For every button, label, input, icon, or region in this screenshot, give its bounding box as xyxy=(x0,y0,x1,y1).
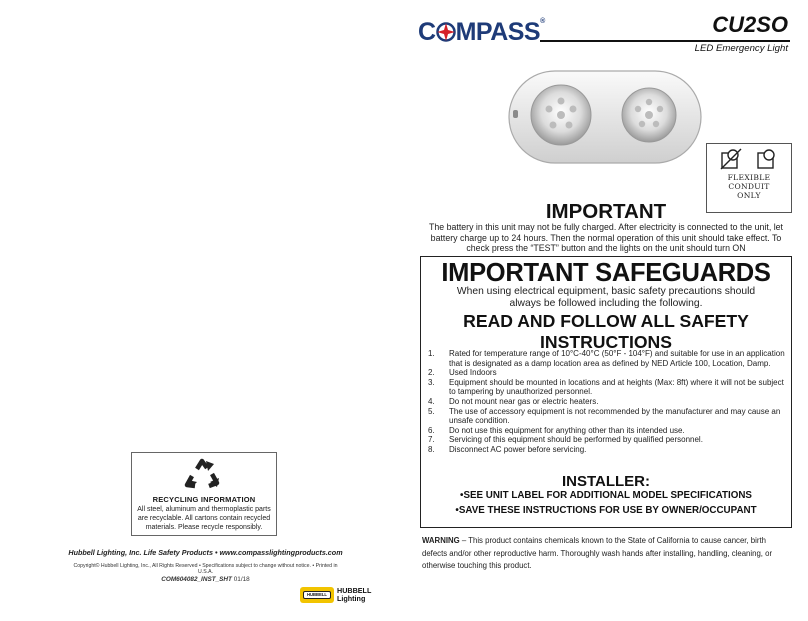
hubbell-lighting: Lighting xyxy=(337,594,366,603)
safety-rules-list xyxy=(428,349,788,455)
model-number: CU2SO xyxy=(712,12,788,37)
flex-conduit-icon xyxy=(756,148,778,170)
hubbell-badge-text: HUBBELL xyxy=(303,591,331,599)
recycling-text: All steel, aluminum and thermoplastic parts are recyclable. All cartons contain recycled materials. Please recycle responsibly. xyxy=(137,506,271,531)
recycling-title: RECYCLING INFORMATION xyxy=(152,495,256,504)
product-subtitle: LED Emergency Light xyxy=(694,43,788,54)
important-heading: IMPORTANT xyxy=(545,200,667,223)
copyright-line: Copyright© Hubbell Lighting, Inc., All Rights Reserved • Specifications subject to change without notice. • Printed in U.S.A. xyxy=(73,563,338,575)
rule-number: 2. xyxy=(428,368,435,378)
list-item xyxy=(428,445,788,455)
doc-code: COM604082_INST_SHT xyxy=(161,576,232,583)
list-item xyxy=(428,426,788,436)
product-image xyxy=(505,65,705,169)
recycling-info-box xyxy=(131,452,277,536)
rule-number: 8. xyxy=(428,444,435,454)
rule-text: Used Indoors xyxy=(449,368,497,378)
warning-text: – This product contains chemicals known to the State of California to cause cancer, birth defects and/or other reproductive harm. Thoroughly wash hands after installing, handling, cleaning, or otherwise touching this product. xyxy=(422,536,773,571)
logo-prefix: C xyxy=(418,18,436,46)
rule-text: The use of accessory equipment is not recommended by the manufacturer and may cause an unsafe condition. xyxy=(449,406,781,426)
rule-text: Rated for temperature range of 10°C-40°C (50°F - 104°F) and suitable for use in an application that is designated as a damp location area as defined by NED Article 100, Location, Damp. xyxy=(449,349,785,368)
header-rule xyxy=(540,40,790,42)
rule-number: 7. xyxy=(428,435,435,445)
rule-text: Do not use this equipment for anything other than its intended use. xyxy=(449,425,685,435)
list-item xyxy=(428,407,788,426)
no-conduit-icon xyxy=(720,148,742,170)
compass-star-icon xyxy=(436,22,456,42)
hubbell-badge-logo xyxy=(300,587,334,603)
conduit-line3: ONLY xyxy=(737,191,761,200)
conduit-line1: FLEXIBLE xyxy=(727,173,771,182)
installer-line-1: •SEE UNIT LABEL FOR ADDITIONAL MODEL SPECIFICATIONS xyxy=(460,490,752,501)
rule-number: 6. xyxy=(428,425,435,435)
rule-text: Equipment should be mounted in locations and at heights (Max: 8ft) where it will not be subject to tampering by unauthorized personnel. xyxy=(449,377,784,397)
installer-line-2: •SAVE THESE INSTRUCTIONS FOR USE BY OWNER/OCCUPANT xyxy=(455,505,757,516)
rule-number: 4. xyxy=(428,396,435,406)
rule-number: 1. xyxy=(428,349,435,358)
read-follow-heading: READ AND FOLLOW ALL SAFETY INSTRUCTIONS xyxy=(463,311,749,352)
prop65-warning xyxy=(422,535,792,573)
safeguards-intro: When using electrical equipment, basic safety precautions should always be followed including the following. xyxy=(456,286,756,309)
compass-logo xyxy=(418,18,545,47)
conduit-line2: CONDUIT xyxy=(728,182,770,191)
list-item xyxy=(428,397,788,407)
doc-date: 01/18 xyxy=(233,576,250,583)
important-text: The battery in this unit may not be fully charged. After electricity is connected to the unit, let battery charge up to 24 hours. Then the normal operation of this unit should take effect. To check press the “TEST” button and the lights on the unit should turn ON xyxy=(428,222,783,253)
safeguards-heading: IMPORTANT SAFEGUARDS xyxy=(441,259,771,287)
list-item xyxy=(428,378,788,397)
installer-heading: INSTALLER: xyxy=(561,473,651,490)
list-item xyxy=(428,368,788,378)
list-item xyxy=(428,349,788,368)
hubbell-lighting-logo xyxy=(337,587,371,603)
warning-label: WARNING xyxy=(422,536,460,545)
trademark: ® xyxy=(540,18,545,25)
list-item xyxy=(428,435,788,445)
rule-text: Disconnect AC power before servicing. xyxy=(449,444,587,454)
rule-text: Do not mount near gas or electric heaters. xyxy=(449,396,599,406)
doc-code-line xyxy=(68,576,343,583)
recycle-icon xyxy=(182,456,226,494)
rule-text: Servicing of this equipment should be performed by qualified personnel. xyxy=(449,435,703,445)
rule-number: 5. xyxy=(428,406,435,416)
company-line: Hubbell Lighting, Inc. Life Safety Products • www.compasslightingproducts.com xyxy=(68,548,343,557)
logo-suffix: MPASS xyxy=(455,18,541,46)
hubbell-name: HUBBELL xyxy=(337,586,372,595)
rule-number: 3. xyxy=(428,377,435,387)
